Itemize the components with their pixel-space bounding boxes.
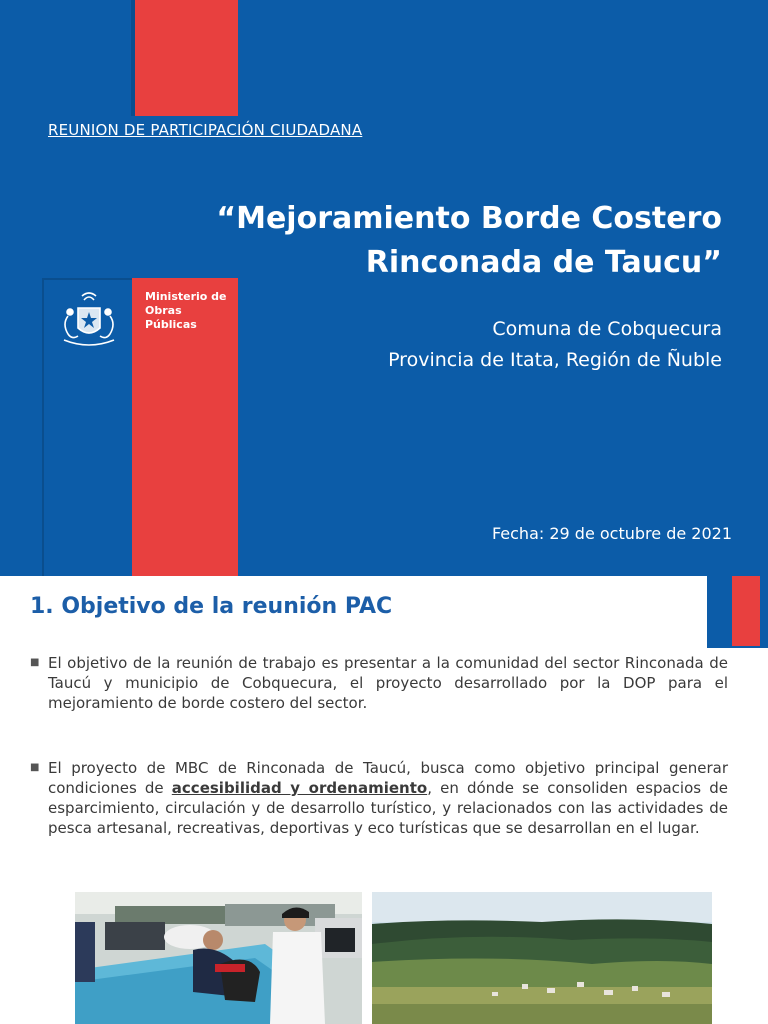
ministry-line-1: Ministerio de bbox=[145, 290, 227, 303]
bullet-text bbox=[48, 758, 728, 838]
title-line-1: “Mejoramiento Borde Costero bbox=[216, 201, 722, 236]
slide-heading: 1. Objetivo de la reunión PAC bbox=[30, 594, 393, 619]
photo-coastal-landscape bbox=[372, 892, 712, 1024]
location-text bbox=[388, 314, 722, 376]
corner-red-block bbox=[732, 576, 760, 646]
location-line-1: Comuna de Cobquecura bbox=[492, 318, 722, 340]
coat-of-arms-icon bbox=[54, 288, 124, 354]
square-bullet-icon: ■ bbox=[30, 762, 40, 773]
emphasis-text: accesibilidad y ordenamiento bbox=[171, 779, 428, 797]
bullet-text-part: El proyecto de MBC de Rinconada de Taucú, busca como objetivo principal generar condiciones de bbox=[48, 759, 728, 797]
meeting-date: Fecha: 29 de octubre de 2021 bbox=[491, 524, 732, 543]
bullet-item bbox=[30, 758, 728, 838]
meeting-type-label: REUNION DE PARTICIPACIÓN CIUDADANA bbox=[48, 121, 363, 139]
square-bullet-icon: ■ bbox=[30, 657, 40, 668]
bullet-item bbox=[30, 653, 728, 713]
ministry-line-2: Obras Públicas bbox=[145, 304, 197, 331]
ministry-name bbox=[145, 290, 237, 332]
red-banner-top bbox=[131, 0, 238, 116]
location-line-2: Provincia de Itata, Región de Ñuble bbox=[388, 349, 722, 371]
title-line-2: Rinconada de Taucu” bbox=[365, 245, 722, 280]
bullet-text-part: , en dónde se consoliden espacios de esparcimiento, circulación y de desarrollo turístico, y relacionados con las actividades de pesca artesanal, recreativas, deportivas y eco turísticas que se desarrollan en el lugar. bbox=[48, 779, 728, 837]
content-slide bbox=[0, 576, 768, 1024]
ministry-logo bbox=[42, 278, 238, 576]
bullet-text: El objetivo de la reunión de trabajo es presentar a la comunidad del sector Rinconada de Taucú y municipio de Cobquecura, el proyecto desarrollado por la DOP para el mejoramiento de borde costero del sector. bbox=[48, 654, 728, 712]
slide-title bbox=[82, 197, 722, 285]
photo-fishermen-boat bbox=[75, 892, 362, 1024]
